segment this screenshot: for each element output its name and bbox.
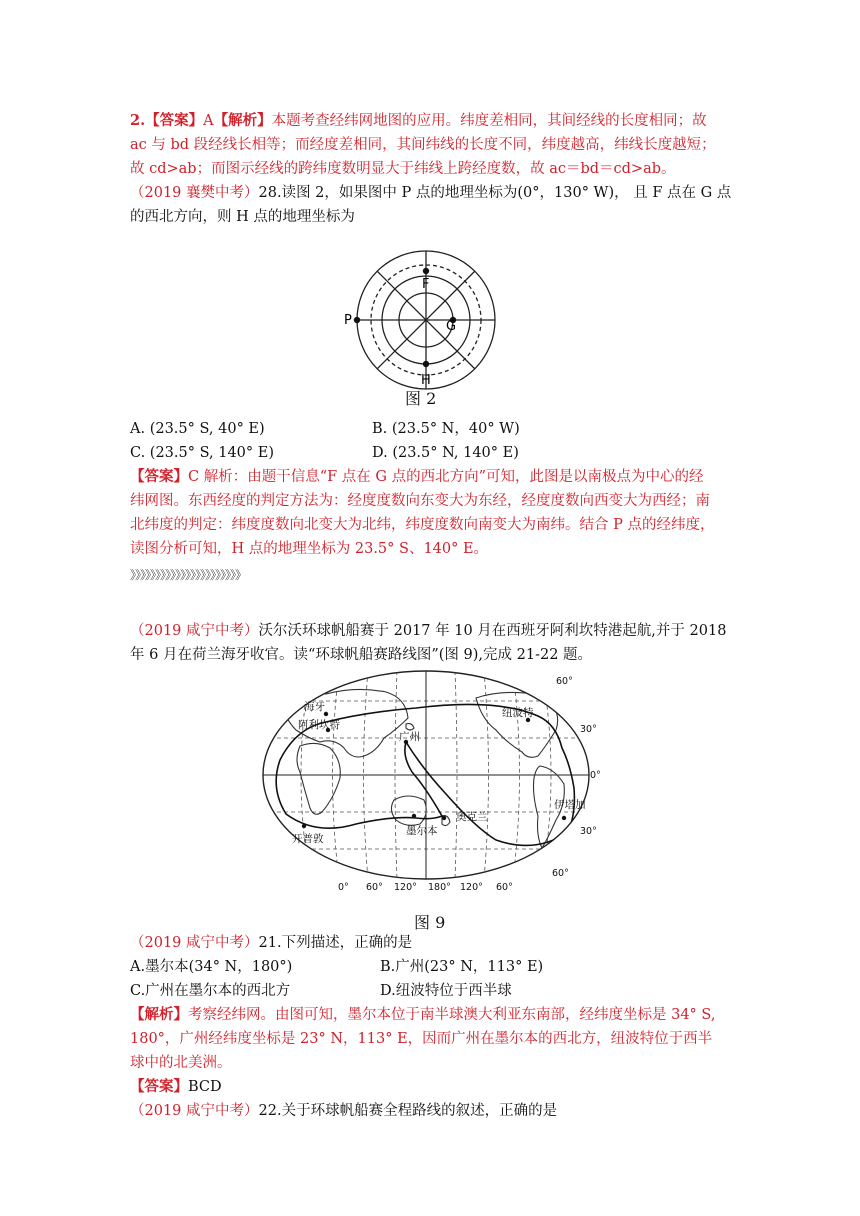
q2-explanation-line-2: ac 与 bd 段经线长相等；而经度差相同，其间纬线的长度不同，纬度越高，纬线长度越短； [130, 137, 716, 153]
q2-explanation-text: 本题考查经纬网地图的应用。纬度差相同，其间经线的长度相同；故 [271, 113, 707, 129]
lat-label-30n: 30° [580, 724, 597, 735]
q28-answer-line-2: 纬网图。东西经度的判定方法为：经度度数向东变大为东经，经度度数向西变大为西经；南 [130, 493, 710, 509]
q28-answer-text: C 解析：由题干信息“F 点在 G 点的西北方向”可知，此图是以南极点为中心的经 [188, 469, 704, 485]
q21-22-source: （2019 咸宁中考） [130, 623, 259, 639]
q2-answer-tag: 【答案】 [145, 112, 204, 129]
q21-answer-tag: 【答案】 [130, 1078, 188, 1095]
q28-answer-line-3: 北纬度的判定：纬度度数向北变大为北纬，纬度度数向南变大为南纬。结合 P 点的经纬度， [130, 517, 715, 533]
q21-explanation-text: 考察经纬网。由图可知，墨尔本位于南半球澳大利亚东南部，经纬度坐标是 34° S, [188, 1007, 716, 1023]
q28-option-d: D. (23.5° N, 140° E) [372, 445, 519, 461]
q28-stem-line-2: 的西北方向，则 H 点的地理坐标为 [130, 209, 355, 225]
q22-source: （2019 咸宁中考） [130, 1103, 259, 1119]
q2-number: 2. [130, 112, 146, 129]
figure-9-caption: 图 9 [414, 913, 446, 932]
place-melbourne: 墨尔本 [406, 825, 438, 837]
q21-answer-line [130, 1078, 222, 1096]
q21-stem-line [130, 934, 412, 952]
lat-label-60n: 60° [556, 676, 573, 687]
q21-answer-value: BCD [188, 1079, 222, 1095]
figure-9-world-route-map [256, 668, 601, 898]
q21-option-d: D.纽波特位于西半球 [380, 983, 512, 999]
q21-explanation-line-1 [130, 1006, 715, 1024]
q21-option-b: B.广州(23° N，113° E) [380, 959, 544, 975]
q28-option-c: C. (23.5° S, 140° E) [130, 445, 275, 461]
point-g-label: G [446, 319, 457, 334]
q21-22-intro-line-1 [130, 622, 726, 640]
place-alicante: 阿利坎特 [298, 719, 340, 731]
lat-label-30s: 30° [580, 826, 597, 837]
lon-label-120w: 120° [460, 882, 483, 893]
q28-answer-line-4: 读图分析可知，H 点的地理坐标为 23.5° S、140° E。 [130, 541, 489, 557]
q28-option-a: A. (23.5° S, 40° E) [130, 421, 265, 437]
section-separator: 》》》》》》》》》》》》》》》》》》》》》》 [130, 568, 247, 582]
q21-option-a: A.墨尔本(34° N，180°) [130, 959, 293, 975]
q28-stem-text: 28.读图 2，如果图中 P 点的地理坐标为(0°，130° W)， 且 F 点在 G 点 [258, 185, 732, 201]
q2-explanation-line-3: 故 cd>ab；而图示经线的跨纬度数明显大于纬线上跨经度数，故 ac＝bd＝cd>ab。 [130, 161, 676, 177]
point-p-label: P [344, 313, 352, 328]
lon-label-60w: 60° [496, 882, 513, 893]
q22-stem-text: 22.关于环球帆船赛全程路线的叙述，正确的是 [258, 1103, 558, 1119]
q22-stem-line [130, 1102, 557, 1120]
figure-2-caption: 图 2 [405, 389, 437, 408]
point-f-label: F [422, 277, 430, 292]
lon-label-180: 180° [428, 882, 451, 893]
q21-explanation-line-3: 球中的北美洲。 [130, 1055, 232, 1071]
place-cape-town: 开普敦 [292, 833, 324, 845]
place-auckland: 奥克兰 [456, 811, 488, 823]
q2-explanation-tag: 【解析】 [213, 112, 272, 129]
lon-label-0: 0° [338, 882, 349, 893]
figure-2-polar-grid [342, 244, 512, 409]
q28-answer-line-1 [130, 468, 704, 486]
q21-22-intro-line-2: 年 6 月在荷兰海牙收官。读“环球帆船赛路线图”(图 9),完成 21-22 题。 [130, 647, 593, 663]
q21-explanation-line-2: 180°，广州经纬度坐标是 23° N，113° E，因而广州在墨尔本的西北方，纽波特位于西半 [130, 1031, 713, 1047]
q28-option-b: B. (23.5° N，40° W) [372, 421, 520, 437]
lat-label-0: 0° [590, 770, 601, 781]
q2-answer-line [130, 112, 707, 130]
place-itajai: 伊塔加 [554, 799, 586, 811]
q21-source: （2019 咸宁中考） [130, 935, 259, 951]
q28-source: （2019 襄樊中考） [130, 185, 259, 201]
lon-label-60e: 60° [366, 882, 383, 893]
q28-answer-tag: 【答案】 [130, 468, 188, 485]
lat-label-60s: 60° [552, 868, 569, 879]
q28-stem-line-1 [130, 184, 731, 202]
lon-label-120e: 120° [394, 882, 417, 893]
q21-option-c: C.广州在墨尔本的西北方 [130, 983, 291, 999]
place-newport: 纽波特 [502, 707, 534, 719]
q21-22-intro-text: 沃尔沃环球帆船赛于 2017 年 10 月在西班牙阿利坎特港起航,并于 2018 [258, 623, 727, 639]
q21-explanation-tag: 【解析】 [130, 1006, 188, 1023]
point-h-label: H [421, 373, 431, 388]
q21-stem-text: 21.下列描述，正确的是 [258, 935, 413, 951]
place-hague: 海牙 [304, 701, 325, 713]
place-guangzhou: 广州 [399, 731, 420, 743]
q2-answer-value: A [203, 113, 214, 129]
